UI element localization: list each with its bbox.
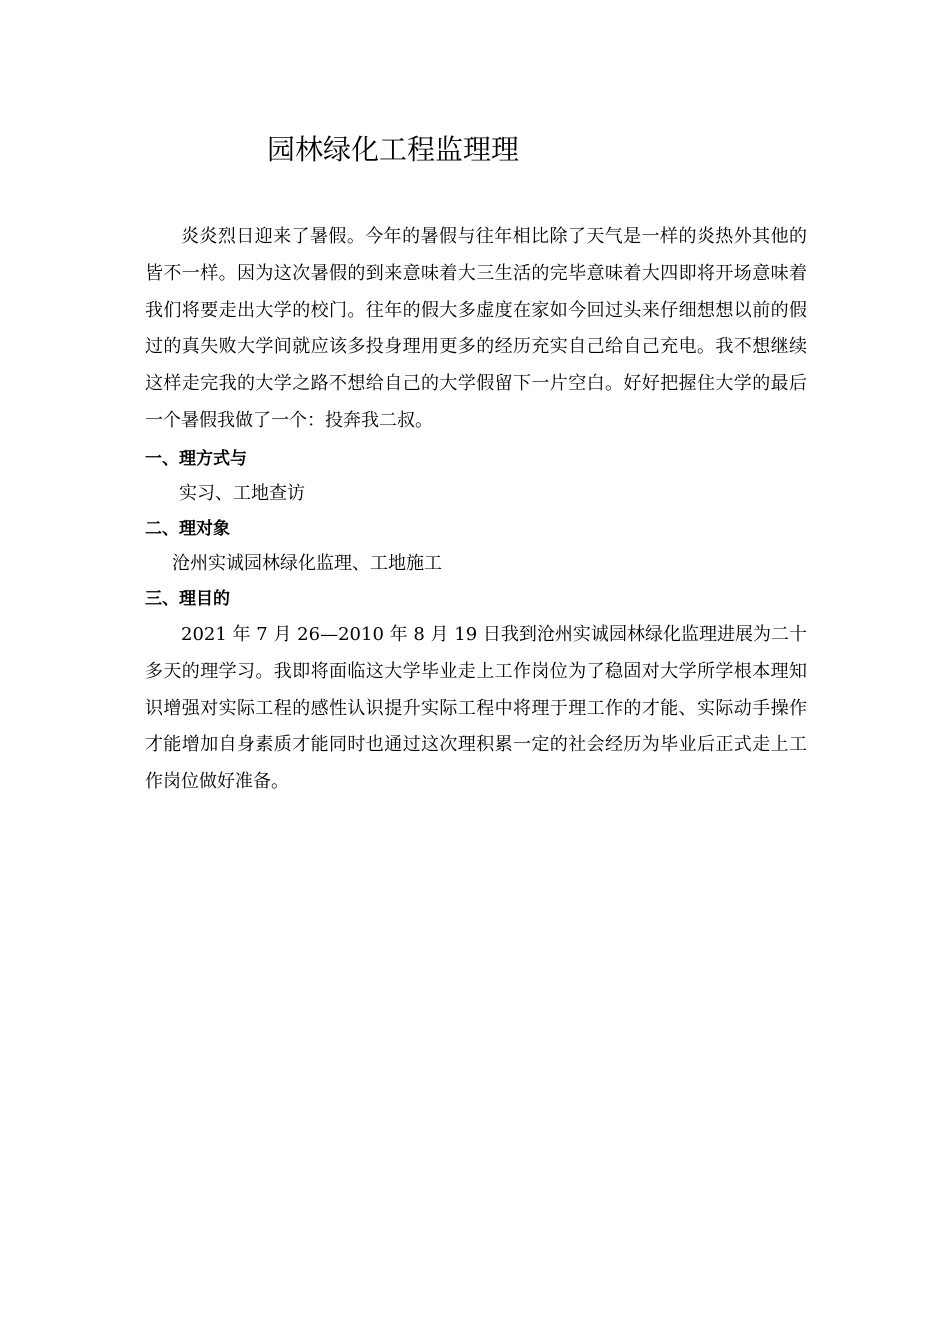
section-heading-object: 二、理对象	[145, 519, 230, 539]
section-content-purpose: 2021 年 7 月 26—2010 年 8 月 19 日我到沧州实诚园林绿化监理进展为二十多天的理学习。我即将面临这大学毕业走上工作岗位为了稳固对大学所学根本理知识增强对实际工程的感性认识提升实际工程中将理于理工作的才能、实际动手操作才能增加自身素质才能同时也通过这次理积累一定的社会经历为毕业后正式走上工作岗位做好准备。	[145, 624, 807, 793]
document-title: 园林绿化工程监理理	[267, 133, 520, 166]
section-heading-purpose: 三、理目的	[145, 589, 230, 609]
section-content-method: 实习、工地查访	[179, 483, 305, 504]
intro-paragraph: 炎炎烈日迎来了暑假。今年的暑假与往年相比除了天气是一样的炎热外其他的皆不一样。因为这次暑假的到来意味着大三生活的完毕意味着大四即将开场意味着我们将要走出大学的校门。往年的假大多虚度在家如今回过头来仔细想想以前的假过的真失败大学间就应该多投身理用更多的经历充实自己给自己充电。我不想继续这样走完我的大学之路不想给自己的大学假留下一片空白。好好把握住大学的最后一个暑假我做了一个：投奔我二叔。	[145, 226, 807, 431]
section-content-object: 沧州实诚园林绿化监理、工地施工	[172, 553, 442, 574]
section-heading-method: 一、理方式与	[145, 449, 247, 469]
